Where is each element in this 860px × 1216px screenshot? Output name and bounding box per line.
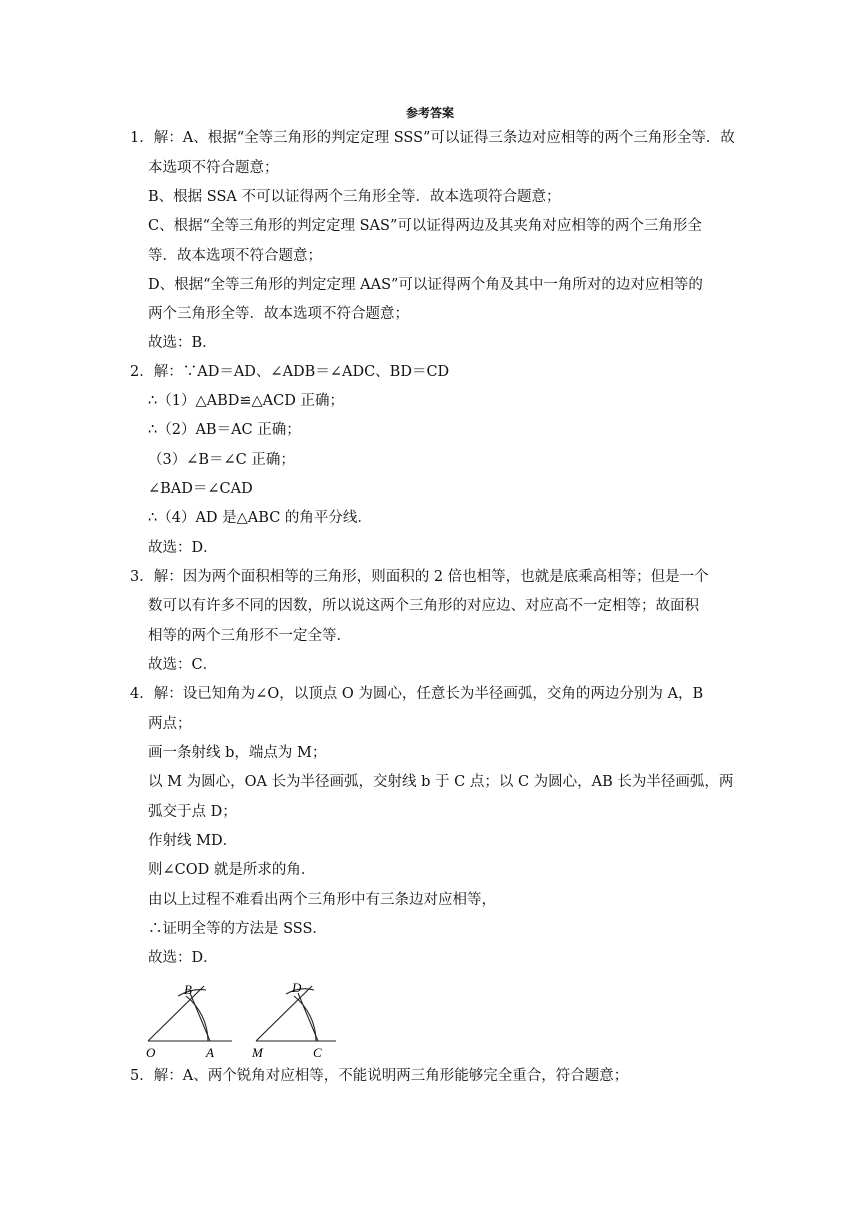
text-line-q4-5: 弧交于点 D； (148, 804, 237, 820)
arc-b-mark (178, 990, 206, 996)
construction-figure (140, 976, 340, 1066)
text-line-q3-4: 故选：C． (148, 657, 218, 673)
text-line-q4-9: ∴证明全等的方法是 SSS． (148, 921, 327, 937)
text-line-q4-8: 由以上过程不难看出两个三角形中有三条边对应相等， (148, 892, 496, 908)
text-line-q2-4: （3）∠B＝∠C 正确； (148, 452, 295, 468)
text-line-q2-5: ∠BAD＝∠CAD (148, 481, 253, 497)
text-line-q3-3: 相等的两个三角形不一定全等． (148, 628, 351, 644)
ray-md (256, 986, 312, 1041)
text-line-q4-2: 两点； (148, 716, 192, 732)
text-line-q3-2: 数可以有许多不同的因数，所以说这两个三角形的对应边、对应高不一定相等；故面积 (148, 598, 699, 614)
text-line-q1-8: 故选：B． (148, 335, 217, 351)
text-line-q3-1: 3．解：因为两个面积相等的三角形，则面积的 2 倍也相等，也就是底乘高相等；但是一个 (130, 569, 709, 585)
text-line-q1-4: C、根据“全等三角形的判定定理 SAS”可以证得两边及其夹角对应相等的两个三角形全 (148, 218, 702, 234)
text-line-q1-1: 1．解：A、根据“全等三角形的判定定理 SSS”可以证得三条边对应相等的两个三角形全等．故 (130, 130, 735, 146)
arc-ab (186, 996, 208, 1041)
page-title: 参考答案 (405, 106, 454, 120)
text-line-q1-6: D、根据“全等三角形的判定定理 AAS”可以证得两个角及其中一角所对的边对应相等的 (148, 277, 703, 293)
text-line-q2-3: ∴（2）AB＝AC 正确； (148, 422, 301, 438)
label-o: O (146, 1045, 156, 1060)
text-line-q2-1: 2．解：∵AD＝AD、∠ADB＝∠ADC、BD＝CD (130, 364, 450, 380)
label-b: B (184, 982, 192, 997)
text-line-q4-10: 故选：D． (148, 950, 218, 966)
text-line-q1-3: B、根据 SSA 不可以证得两个三角形全等．故本选项符合题意； (148, 189, 561, 205)
ray-ob (148, 986, 204, 1041)
text-line-q4-3: 画一条射线 b，端点为 M； (148, 745, 327, 761)
text-line-q1-7: 两个三角形全等．故本选项不符合题意； (148, 306, 409, 322)
text-line-q4-1: 4．解：设已知角为∠O，以顶点 O 为圆心，任意长为半径画弧，交角的两边分别为 A，B (130, 686, 704, 702)
text-line-q2-6: ∴（4）AD 是△ABC 的角平分线． (148, 510, 372, 526)
text-line-q4-6: 作射线 MD． (148, 833, 238, 849)
label-d: D (292, 980, 302, 995)
text-line-q1-5: 等．故本选项不符合题意； (148, 248, 322, 264)
arc-dc (294, 996, 316, 1041)
angle-construction-diagram (140, 976, 340, 1062)
text-line-q2-7: 故选：D． (148, 540, 218, 556)
label-c: C (313, 1045, 322, 1060)
text-line-q4-4: 以 M 为圆心，OA 长为半径画弧，交射线 b 于 C 点；以 C 为圆心，AB 长为半径画弧，两 (148, 774, 734, 790)
text-line-q1-2: 本选项不符合题意； (148, 160, 279, 176)
text-line-q2-2: ∴（1）△ABD≌△ACD 正确； (148, 393, 344, 409)
label-a: A (206, 1045, 214, 1060)
text-line-q4-7: 则∠COD 就是所求的角． (148, 862, 316, 878)
text-line-q5-1: 5．解：A、两个锐角对应相等，不能说明两三角形能够完全重合，符合题意； (130, 1068, 629, 1084)
label-m: M (252, 1045, 263, 1060)
